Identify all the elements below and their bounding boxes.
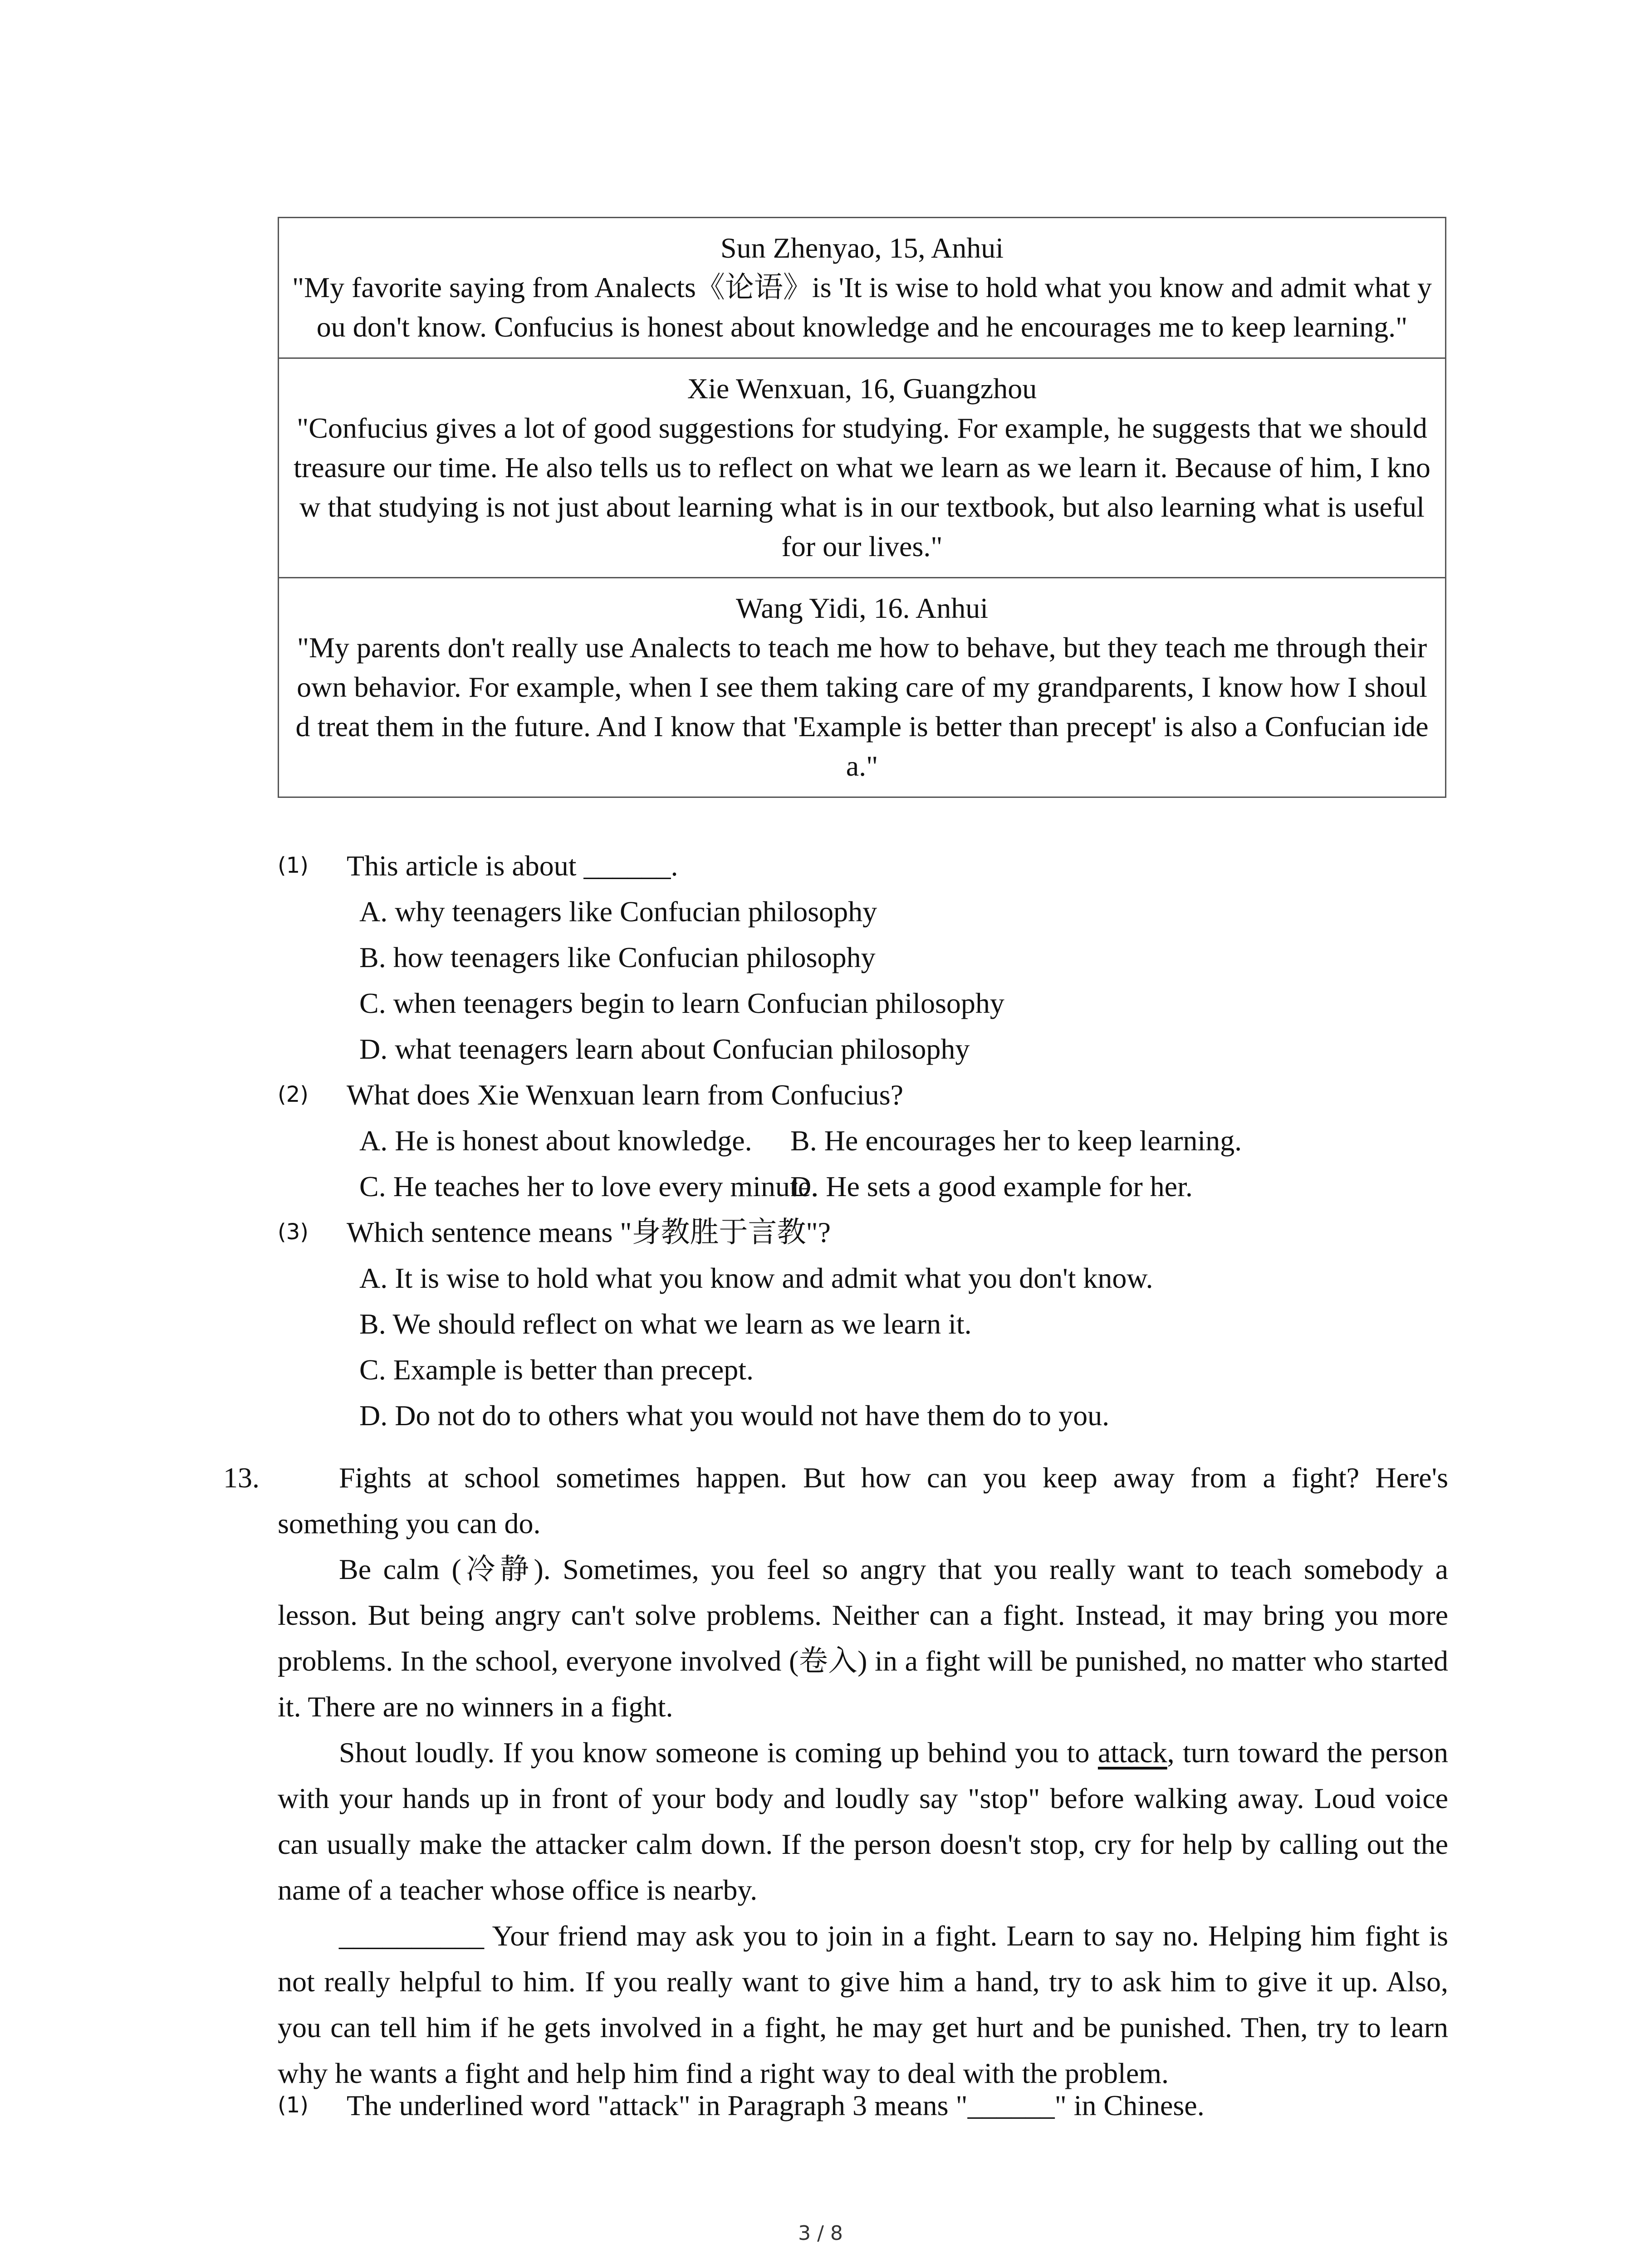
option-d: D. He sets a good example for her. — [790, 1170, 1193, 1202]
quote-text: "Confucius gives a lot of good suggestions for studying. For example, he suggests that we should treasure our time. He also tells us to reflect on what we learn as we learn it. Because of him, I know that studying is not just about learning what is in our textbook, but also learning what is useful for our lives." — [294, 412, 1430, 562]
option-b: B. how teenagers like Confucian philosophy — [359, 941, 876, 973]
quote-cell — [279, 358, 1446, 578]
option-a: A. why teenagers like Confucian philosophy — [359, 895, 877, 928]
option-c: C. He teaches her to love every minute. — [359, 1170, 818, 1202]
quote-cell — [279, 218, 1446, 358]
option-a: A. It is wise to hold what you know and admit what you don't know. — [359, 1262, 1153, 1294]
question-stem: Which sentence means "身教胜于言教"? — [347, 1216, 831, 1248]
quote-cell — [279, 578, 1446, 797]
question-number: (2) — [278, 1082, 309, 1107]
underlined-word: attack — [1097, 1736, 1167, 1769]
item-13-passage — [223, 1455, 1449, 2096]
paragraph-3-start: Shout loudly. If you know someone is coming up behind you to — [339, 1736, 1098, 1769]
quote-text: "My favorite saying from Analects《论语》is 'It is wise to hold what you know and admit what you don't know. Confucius is honest about knowledge and he encourages me to keep learning." — [292, 271, 1432, 343]
option-d: D. Do not do to others what you would not have them do to you. — [359, 1399, 1110, 1432]
question-number: (1) — [278, 853, 309, 878]
paragraph-3-end: , turn toward the person with your hands up in front of your body and loudly say "stop" before walking away. Loud voice can usually make the attacker calm down. If the person doesn't stop, cry for help by calling out the name of a teacher whose office is nearby. — [278, 1736, 1449, 1906]
paragraph-2: Be calm (冷静). Sometimes, you feel so angry that you really want to teach somebody a lesson. But being angry can't solve problems. Neither can a fight. Instead, it may bring you more problems. In the school, everyone involved (卷入) in a fight will be punished, no matter who started it. There are no winners in a fight. — [278, 1553, 1448, 1723]
question-number: (3) — [278, 1219, 309, 1245]
option-b: B. He encourages her to keep learning. — [790, 1124, 1242, 1157]
quote-row — [279, 578, 1446, 797]
question-stem: This article is about ______. — [347, 850, 678, 882]
quote-author: Wang Yidi, 16. Anhui — [735, 592, 989, 624]
paragraph-3 — [278, 1730, 1448, 1913]
quote-author: Sun Zhenyao, 15, Anhui — [720, 232, 1004, 264]
option-c: C. when teenagers begin to learn Confucian philosophy — [359, 987, 1004, 1019]
quote-text: "My parents don't really use Analects to teach me how to behave, but they teach me through their own behavior. For example, when I see them taking care of my grandparents, I know how I should treat them in the future. And I know that 'Example is better than precept' is also a Confucian idea." — [295, 631, 1429, 782]
option-a: A. He is honest about knowledge. — [359, 1124, 752, 1157]
question-stem: What does Xie Wenxuan learn from Confucius? — [347, 1079, 904, 1111]
paragraph-4: __________ Your friend may ask you to join in a fight. Learn to say no. Helping him fight is not really helpful to him. If you really want to give him a hand, try to ask him to give it up. Also, you can tell him if he gets involved in a fight, he may get hurt and be punished. Then, try to learn why he wants a fight and help him find a right way to deal with the problem. — [278, 1920, 1448, 2089]
paragraph-1: Fights at school sometimes happen. But how can you keep away from a fight? Here's something you can do. — [278, 1461, 1448, 1540]
question-stem: The underlined word "attack" in Paragraph 3 means "______" in Chinese. — [347, 2089, 1205, 2121]
quote-row — [279, 358, 1446, 578]
option-b: B. We should reflect on what we learn as we learn it. — [359, 1308, 972, 1340]
quotes-table — [278, 217, 1446, 798]
option-d: D. what teenagers learn about Confucian philosophy — [359, 1033, 970, 1065]
item-number: 13. — [223, 1461, 260, 1494]
option-c: C. Example is better than precept. — [359, 1354, 754, 1386]
quote-author: Xie Wenxuan, 16, Guangzhou — [687, 372, 1037, 405]
page-number: 3 / 8 — [798, 2222, 843, 2245]
question-number: (1) — [278, 2092, 309, 2118]
quote-row — [279, 218, 1446, 358]
